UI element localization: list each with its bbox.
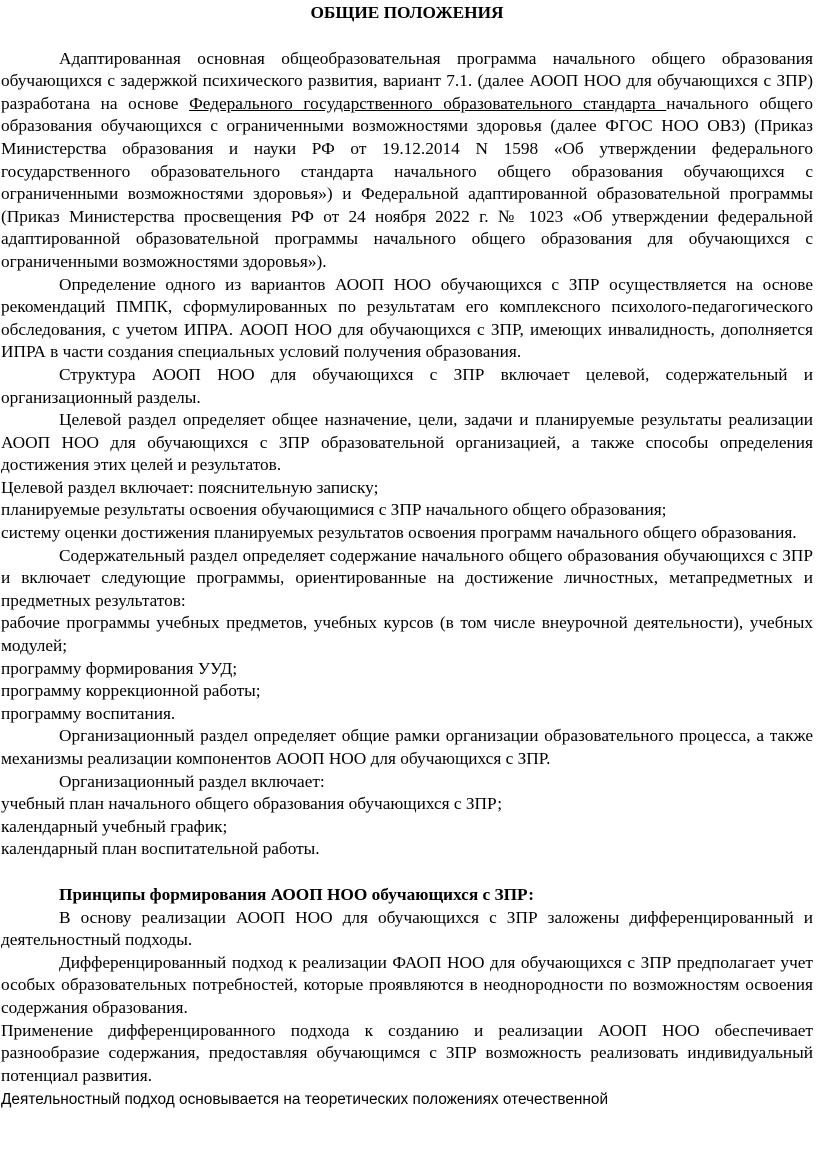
fgos-link[interactable]: Федерального государственного образовательного стандарта (189, 93, 667, 113)
list-item: программу коррекционной работы; (1, 681, 261, 701)
paragraph-variant-selection: Определение одного из вариантов АООП НОО обучающихся с ЗПР осуществляется на основе рекомендаций ПМПК, сформулированных по результатам его комплексного психолого-педагогического обследования, с учетом ИПРА. АООП НОО для обучающихся с ЗПР, имеющих инвалидность, дополняется ИПРА в части создания специальных условий получения образования. (1, 274, 813, 362)
paragraph-org-section: Организационный раздел определяет общие рамки организации образовательного процесса, а также механизмы реализации компонентов АООП НОО для обучающихся с ЗПР. (1, 726, 813, 768)
paragraph-approaches: В основу реализации АООП НОО для обучающихся с ЗПР заложены дифференцированный и деятельностный подходы. (1, 907, 813, 950)
paragraph-differentiated: Дифференцированный подход к реализации ФАОП НОО для обучающихся с ЗПР предполагает учет особых образовательных потребностей, которые проявляются в неоднородности по возможностям освоения содержания образования. (1, 952, 813, 1017)
paragraph-intro (1, 48, 813, 274)
list-item: программу формирования УУД; (1, 658, 238, 678)
page-title: ОБЩИЕ ПОЛОЖЕНИЯ (310, 3, 504, 22)
paragraph-application: Применение дифференцированного подхода к созданию и реализации АООП НОО обеспечивает разнообразие содержания, предоставляя обучающимся с ЗПР возможность реализовать индивидуальный потенциал развития. (1, 1020, 813, 1085)
section-heading-principles: Принципы формирования АООП НОО обучающихся с ЗПР: (59, 884, 535, 904)
list-item: календарный учебный график; (1, 816, 228, 836)
paragraph-target-section: Целевой раздел определяет общее назначение, цели, задачи и планируемые результаты реализации АООП НОО для обучающихся с ЗПР образовательной организацией, а также способы определения достижения этих целей и результатов. (1, 410, 813, 475)
list-item: рабочие программы учебных предметов, учебных курсов (в том числе внеурочной деятельности), учебных модулей; (1, 613, 813, 656)
list-item: систему оценки достижения планируемых результатов освоения программ начального общего образования. (1, 523, 797, 543)
paragraph-structure: Структура АООП НОО для обучающихся с ЗПР включает целевой, содержательный и организационный разделы. (1, 364, 813, 407)
list-item: календарный план воспитательной работы. (1, 839, 320, 859)
intro-text-start: Адаптированная основная общеобразовательная программа начального общего образования обучающихся с задержкой психического развития, вариант 7.1. (далее АООП НОО для обучающихся с ЗПР) разработана на основе (1, 48, 813, 113)
paragraph-org-includes: Организационный раздел включает: (59, 771, 325, 791)
list-item: учебный план начального общего образования обучающихся с ЗПР; (1, 794, 503, 814)
paragraph-content-section: Содержательный раздел определяет содержание начального общего образования обучающихся с ЗПР и включает следующие программы, ориентированные на достижение личностных, метапредметных и предметных результатов: (1, 545, 813, 610)
intro-text-end: начального общего образования обучающихся с ограниченными возможностями здоровья (далее ФГОС НОО ОВЗ) (Приказ Министерства образования и науки РФ от 19.12.2014 N 1598 «Об утверждении федерального государственного образовательного стандарта начального общего образования обучающихся с ограниченными возможностями здоровья») и Федеральной адаптированной образовательной программы (Приказ Министерства просвещения РФ от 24 ноября 2022 г. № 1023 «Об утверждении федеральной адаптированной образовательной программы начального общего образования для обучающихся с ограниченными возможностями здоровья»). (1, 93, 814, 271)
list-item: Целевой раздел включает: пояснительную записку; (1, 477, 379, 497)
list-item: планируемые результаты освоения обучающимися с ЗПР начального общего образования; (1, 500, 667, 520)
paragraph-activity-approach: Деятельностный подход основывается на теоретических положениях отечественной (1, 1091, 609, 1109)
list-item: программу воспитания. (1, 703, 176, 723)
